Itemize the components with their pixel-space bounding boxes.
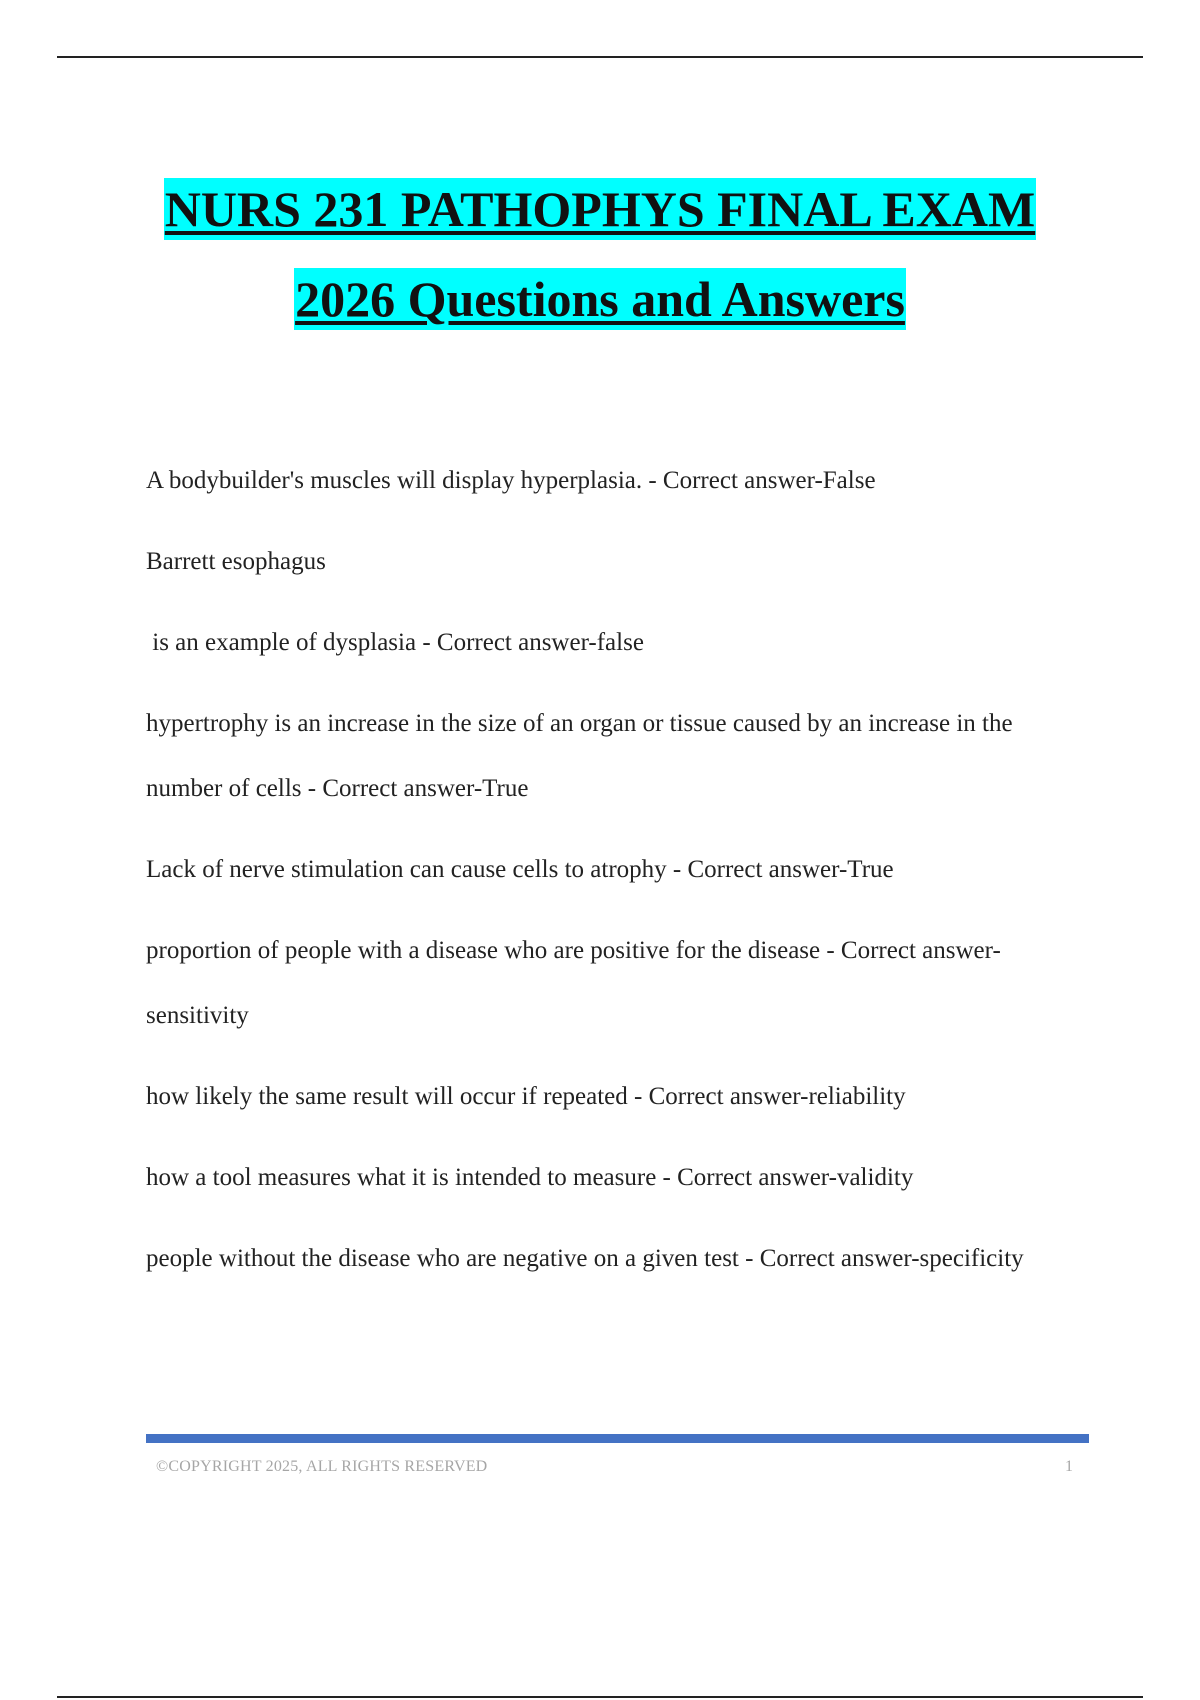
bottom-rule	[57, 1696, 1143, 1698]
qa-item-8: how a tool measures what it is intended to measure - Correct answer-validity	[146, 1164, 914, 1191]
footer-copyright: ©COPYRIGHT 2025, ALL RIGHTS RESERVED	[156, 1458, 488, 1475]
document-title	[0, 178, 1200, 330]
qa-item-6: proportion of people with a disease who are positive for the disease - Correct answer-sensitivity	[146, 937, 1001, 1029]
qa-item-5: Lack of nerve stimulation can cause cells to atrophy - Correct answer-True	[146, 856, 894, 883]
footer-bar	[146, 1434, 1089, 1443]
qa-item-3: is an example of dysplasia - Correct answer-false	[146, 629, 644, 656]
qa-item-4: hypertrophy is an increase in the size of an organ or tissue caused by an increase in the number of cells - Correct answer-True	[146, 710, 1013, 802]
qa-item-2: Barrett esophagus	[146, 548, 326, 575]
qa-item-1: A bodybuilder's muscles will display hyperplasia. - Correct answer-False	[146, 467, 876, 494]
title-line-2: 2026 Questions and Answers	[294, 268, 906, 330]
top-rule	[57, 56, 1143, 58]
qa-list	[146, 448, 1091, 1307]
qa-item-9: people without the disease who are negative on a given test - Correct answer-specificity	[146, 1245, 1024, 1272]
qa-item-7: how likely the same result will occur if repeated - Correct answer-reliability	[146, 1083, 906, 1110]
title-line-1: NURS 231 PATHOPHYS FINAL EXAM	[164, 178, 1036, 240]
page-number: 1	[1065, 1458, 1073, 1475]
